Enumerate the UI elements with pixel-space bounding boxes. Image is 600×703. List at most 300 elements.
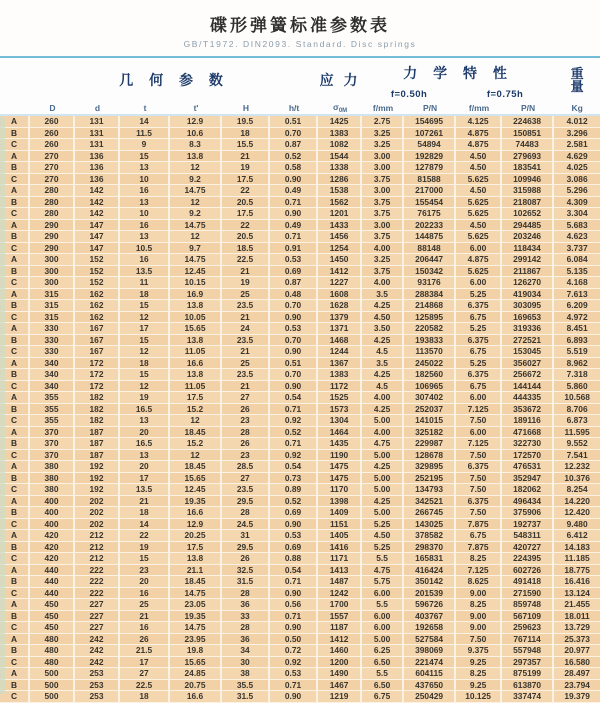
cell: 28.497 xyxy=(554,668,600,680)
cell: 476531 xyxy=(502,461,554,473)
cell: 1409 xyxy=(318,507,362,519)
cell: 142 xyxy=(75,197,120,209)
cell: 355 xyxy=(30,392,75,404)
cell: 218087 xyxy=(502,197,554,209)
row-series-label: B xyxy=(0,680,30,692)
row-series-label: A xyxy=(0,116,30,128)
row-series-label: B xyxy=(0,369,30,381)
cell: 0.53 xyxy=(270,530,318,542)
cell: 340 xyxy=(30,369,75,381)
row-series-label: A xyxy=(0,668,30,680)
cell: 21 xyxy=(222,381,270,393)
cell: 270 xyxy=(30,151,75,163)
cell: 220582 xyxy=(404,323,456,335)
cell: 14.220 xyxy=(554,496,600,508)
cell: 0.52 xyxy=(270,427,318,439)
cell: 0.72 xyxy=(270,645,318,657)
cell: 3.75 xyxy=(362,231,404,243)
cell: 131 xyxy=(75,128,120,140)
cell: 4.972 xyxy=(554,312,600,324)
cell: 23.5 xyxy=(222,300,270,312)
cell: 5.25 xyxy=(362,542,404,554)
cell: 9.2 xyxy=(170,174,222,186)
table-row xyxy=(0,450,600,462)
cell: 0.92 xyxy=(270,450,318,462)
cell: 500 xyxy=(30,680,75,692)
cell: 4.623 xyxy=(554,231,600,243)
cell: 3.25 xyxy=(362,254,404,266)
table-row xyxy=(0,300,600,312)
row-series-label: B xyxy=(0,231,30,243)
cell: 15.65 xyxy=(170,473,222,485)
cell: 8.706 xyxy=(554,404,600,416)
cell: 28.5 xyxy=(222,461,270,473)
row-series-label: B xyxy=(0,404,30,416)
cell: 224395 xyxy=(502,553,554,565)
cell: 32.5 xyxy=(222,565,270,577)
series-col-spacer xyxy=(0,58,30,102)
cell: 250429 xyxy=(404,691,456,703)
cell: 1525 xyxy=(318,392,362,404)
cell: 0.49 xyxy=(270,185,318,197)
cell: 6.50 xyxy=(362,657,404,669)
table-row xyxy=(0,346,600,358)
table-row xyxy=(0,358,600,370)
table-row xyxy=(0,197,600,209)
cell: 1201 xyxy=(318,208,362,220)
cell: 6.00 xyxy=(456,392,502,404)
cell: 5.5 xyxy=(362,553,404,565)
col-header-P-N-075: P/N xyxy=(502,102,554,116)
cell: 217000 xyxy=(404,185,456,197)
cell: 167 xyxy=(75,335,120,347)
cell: 1460 xyxy=(318,645,362,657)
cell: 11.595 xyxy=(554,427,600,439)
cell: 23.794 xyxy=(554,680,600,692)
cell: 118434 xyxy=(502,243,554,255)
cell: 14 xyxy=(120,116,170,128)
cell: 5.860 xyxy=(554,381,600,393)
cell: 17.5 xyxy=(170,392,222,404)
cell: 440 xyxy=(30,565,75,577)
cell: 10.6 xyxy=(170,128,222,140)
cell: 0.71 xyxy=(270,611,318,623)
col-header-D: D xyxy=(30,102,75,116)
cell: 355 xyxy=(30,415,75,427)
col-header-d: d xyxy=(75,102,120,116)
cell: 1219 xyxy=(318,691,362,703)
cell: 147 xyxy=(75,243,120,255)
cell: 21.455 xyxy=(554,599,600,611)
cell: 0.90 xyxy=(270,691,318,703)
cell: 23.5 xyxy=(222,335,270,347)
row-series-label: C xyxy=(0,691,30,703)
cell: 15 xyxy=(120,553,170,565)
cell: 355 xyxy=(30,404,75,416)
cell: 4.25 xyxy=(362,461,404,473)
table-row xyxy=(0,645,600,657)
cell: 340 xyxy=(30,381,75,393)
cell: 604115 xyxy=(404,668,456,680)
cell: 27 xyxy=(222,473,270,485)
cell: 350142 xyxy=(404,576,456,588)
cell: 4.50 xyxy=(362,312,404,324)
cell: 20 xyxy=(120,576,170,588)
cell: 450 xyxy=(30,622,75,634)
weight-group-header xyxy=(554,58,600,102)
cell: 1450 xyxy=(318,254,362,266)
cell: 5.625 xyxy=(456,231,502,243)
cell: 21 xyxy=(222,266,270,278)
row-series-label: C xyxy=(0,243,30,255)
cell: 1475 xyxy=(318,473,362,485)
col-header-H: H xyxy=(222,102,270,116)
cell: 4.50 xyxy=(456,162,502,174)
cell: 20.5 xyxy=(222,231,270,243)
cell: 172570 xyxy=(502,450,554,462)
cell: 172 xyxy=(75,369,120,381)
cell: 143025 xyxy=(404,519,456,531)
cell: 203246 xyxy=(502,231,554,243)
cell: 16.580 xyxy=(554,657,600,669)
row-series-label: A xyxy=(0,565,30,577)
cell: 242 xyxy=(75,645,120,657)
cell: 1464 xyxy=(318,427,362,439)
cell: 303095 xyxy=(502,300,554,312)
cell: 17.5 xyxy=(222,208,270,220)
row-series-label: C xyxy=(0,415,30,427)
cell: 3.25 xyxy=(362,128,404,140)
cell: 440 xyxy=(30,588,75,600)
cell: 10.568 xyxy=(554,392,600,404)
cell: 202 xyxy=(75,496,120,508)
row-series-label: B xyxy=(0,507,30,519)
cell: 192 xyxy=(75,473,120,485)
table-row xyxy=(0,588,600,600)
cell: 20.977 xyxy=(554,645,600,657)
row-series-label: A xyxy=(0,289,30,301)
cell: 480 xyxy=(30,657,75,669)
table-row xyxy=(0,185,600,197)
cell: 155454 xyxy=(404,197,456,209)
cell: 165831 xyxy=(404,553,456,565)
cell: 5.625 xyxy=(456,208,502,220)
row-series-label: A xyxy=(0,496,30,508)
cell: 21 xyxy=(120,611,170,623)
cell: 6.00 xyxy=(362,611,404,623)
cell: 0.71 xyxy=(270,680,318,692)
cell: 330 xyxy=(30,323,75,335)
cell: 253 xyxy=(75,680,120,692)
table-row xyxy=(0,691,600,703)
cell: 36 xyxy=(222,599,270,611)
cell: 182062 xyxy=(502,484,554,496)
cell: 4.00 xyxy=(362,392,404,404)
cell: 245022 xyxy=(404,358,456,370)
row-series-label: C xyxy=(0,519,30,531)
cell: 5.75 xyxy=(362,576,404,588)
cell: 6.75 xyxy=(362,691,404,703)
row-series-label: A xyxy=(0,461,30,473)
cell: 7.125 xyxy=(456,404,502,416)
cell: 0.52 xyxy=(270,151,318,163)
cell: 260 xyxy=(30,128,75,140)
cell: 4.025 xyxy=(554,162,600,174)
cell: 0.90 xyxy=(270,346,318,358)
cell: 1573 xyxy=(318,404,362,416)
cell: 280 xyxy=(30,197,75,209)
cell: 5.00 xyxy=(362,450,404,462)
cell: 1608 xyxy=(318,289,362,301)
cell: 192 xyxy=(75,484,120,496)
title-block xyxy=(0,0,600,49)
cell: 182 xyxy=(75,415,120,427)
cell: 4.50 xyxy=(362,530,404,542)
cell: 3.086 xyxy=(554,174,600,186)
col-header-t-prime: t' xyxy=(170,102,222,116)
cell: 28 xyxy=(222,588,270,600)
page-subtitle: GB/T1972. DIN2093. Standard. Disc springs xyxy=(183,39,417,49)
cell: 227 xyxy=(75,622,120,634)
cell: 8.25 xyxy=(456,553,502,565)
cell: 88148 xyxy=(404,243,456,255)
cell: 9.552 xyxy=(554,438,600,450)
cell: 23.95 xyxy=(170,634,222,646)
cell: 0.73 xyxy=(270,473,318,485)
cell: 1538 xyxy=(318,185,362,197)
cell: 24.5 xyxy=(222,519,270,531)
cell: 10.5 xyxy=(120,243,170,255)
cell: 23 xyxy=(222,450,270,462)
cell: 300 xyxy=(30,277,75,289)
cell: 4.629 xyxy=(554,151,600,163)
cell: 0.70 xyxy=(270,369,318,381)
cell: 352947 xyxy=(502,473,554,485)
cell: 0.54 xyxy=(270,461,318,473)
cell: 1082 xyxy=(318,139,362,151)
cell: 4.168 xyxy=(554,277,600,289)
row-series-label: A xyxy=(0,220,30,232)
cell: 74483 xyxy=(502,139,554,151)
cell: 329895 xyxy=(404,461,456,473)
cell: 1557 xyxy=(318,611,362,623)
cell: 142 xyxy=(75,208,120,220)
table-row xyxy=(0,208,600,220)
cell: 106965 xyxy=(404,381,456,393)
table-row xyxy=(0,174,600,186)
cell: 299142 xyxy=(502,254,554,266)
row-series-label: B xyxy=(0,197,30,209)
cell: 13.8 xyxy=(170,553,222,565)
table-row xyxy=(0,427,600,439)
cell: 93176 xyxy=(404,277,456,289)
cell: 0.69 xyxy=(270,542,318,554)
cell: 0.56 xyxy=(270,599,318,611)
cell: 353672 xyxy=(502,404,554,416)
cell: 0.51 xyxy=(270,116,318,128)
cell: 81588 xyxy=(404,174,456,186)
cell: 7.50 xyxy=(456,507,502,519)
cell: 125895 xyxy=(404,312,456,324)
cell: 18.45 xyxy=(170,576,222,588)
cell: 1544 xyxy=(318,151,362,163)
cell: 270 xyxy=(30,162,75,174)
cell: 3.5 xyxy=(362,358,404,370)
cell: 1433 xyxy=(318,220,362,232)
cell: 6.209 xyxy=(554,300,600,312)
cell: 13 xyxy=(120,162,170,174)
cell: 0.54 xyxy=(270,565,318,577)
table-row xyxy=(0,139,600,151)
cell: 9.2 xyxy=(170,208,222,220)
cell: 206447 xyxy=(404,254,456,266)
cell: 14.75 xyxy=(170,185,222,197)
cell: 1416 xyxy=(318,542,362,554)
cell: 13.8 xyxy=(170,151,222,163)
cell: 4.5 xyxy=(362,346,404,358)
cell: 416424 xyxy=(404,565,456,577)
cell: 19.5 xyxy=(222,116,270,128)
cell: 1172 xyxy=(318,381,362,393)
cell: 16 xyxy=(120,622,170,634)
cell: 1456 xyxy=(318,231,362,243)
cell: 0.92 xyxy=(270,657,318,669)
subheader-f075: f=0.75h xyxy=(456,87,554,102)
cell: 193833 xyxy=(404,335,456,347)
cell: 19 xyxy=(222,277,270,289)
cell: 4.50 xyxy=(456,185,502,197)
cell: 192658 xyxy=(404,622,456,634)
cell: 491418 xyxy=(502,576,554,588)
cell: 6.25 xyxy=(362,645,404,657)
cell: 222 xyxy=(75,576,120,588)
cell: 23.5 xyxy=(222,369,270,381)
table-row xyxy=(0,668,600,680)
cell: 253 xyxy=(75,668,120,680)
cell: 201539 xyxy=(404,588,456,600)
cell: 496434 xyxy=(502,496,554,508)
cell: 1435 xyxy=(318,438,362,450)
cell: 290 xyxy=(30,243,75,255)
row-series-label: C xyxy=(0,312,30,324)
cell: 5.25 xyxy=(362,519,404,531)
table-row xyxy=(0,289,600,301)
cell: 21 xyxy=(222,346,270,358)
cell: 548311 xyxy=(502,530,554,542)
table-row xyxy=(0,611,600,623)
cell: 16.5 xyxy=(120,404,170,416)
cell: 12 xyxy=(170,197,222,209)
cell: 419034 xyxy=(502,289,554,301)
cell: 19 xyxy=(222,162,270,174)
cell: 154695 xyxy=(404,116,456,128)
cell: 1367 xyxy=(318,358,362,370)
cell: 0.71 xyxy=(270,576,318,588)
table-row xyxy=(0,392,600,404)
table-row xyxy=(0,542,600,554)
col-header-f-mm-050: f/mm xyxy=(362,102,404,116)
cell: 22 xyxy=(222,220,270,232)
cell: 3.75 xyxy=(362,266,404,278)
row-series-label: A xyxy=(0,634,30,646)
cell: 222 xyxy=(75,565,120,577)
cell: 15.5 xyxy=(222,139,270,151)
cell: 21.1 xyxy=(170,565,222,577)
cell: 527584 xyxy=(404,634,456,646)
cell: 24.85 xyxy=(170,668,222,680)
cell: 26 xyxy=(222,404,270,416)
cell: 172 xyxy=(75,358,120,370)
table-row xyxy=(0,576,600,588)
cell: 211867 xyxy=(502,266,554,278)
cell: 16 xyxy=(120,220,170,232)
cell: 420 xyxy=(30,553,75,565)
cell: 380 xyxy=(30,461,75,473)
cell: 12.45 xyxy=(170,266,222,278)
cell: 400 xyxy=(30,519,75,531)
cell: 7.613 xyxy=(554,289,600,301)
cell: 136 xyxy=(75,174,120,186)
cell: 15 xyxy=(120,151,170,163)
weight-char-bottom: 量 xyxy=(570,79,584,94)
cell: 14.75 xyxy=(170,220,222,232)
cell: 6.375 xyxy=(456,496,502,508)
cell: 7.50 xyxy=(456,450,502,462)
cell: 6.50 xyxy=(362,680,404,692)
table-row xyxy=(0,496,600,508)
cell: 31 xyxy=(222,530,270,542)
row-series-label: B xyxy=(0,611,30,623)
subheader-f050: f=0.50h xyxy=(362,87,456,102)
cell: 0.90 xyxy=(270,208,318,220)
cell: 0.91 xyxy=(270,243,318,255)
table-row xyxy=(0,243,600,255)
cell: 202 xyxy=(75,519,120,531)
cell: 8.3 xyxy=(170,139,222,151)
cell: 12.232 xyxy=(554,461,600,473)
cell: 15.2 xyxy=(170,438,222,450)
row-series-label: B xyxy=(0,576,30,588)
cell: 169653 xyxy=(502,312,554,324)
cell: 22.5 xyxy=(222,254,270,266)
cell: 31.5 xyxy=(222,691,270,703)
cell: 27 xyxy=(222,392,270,404)
table-row xyxy=(0,116,600,128)
cell: 3.296 xyxy=(554,128,600,140)
cell: 141015 xyxy=(404,415,456,427)
cell: 0.90 xyxy=(270,381,318,393)
cell: 6.75 xyxy=(456,381,502,393)
cell: 7.50 xyxy=(456,484,502,496)
cell: 1187 xyxy=(318,622,362,634)
cell: 450 xyxy=(30,599,75,611)
cell: 192737 xyxy=(502,519,554,531)
cell: 23.05 xyxy=(170,599,222,611)
cell: 330 xyxy=(30,346,75,358)
cell: 1371 xyxy=(318,323,362,335)
row-series-label: A xyxy=(0,392,30,404)
cell: 113570 xyxy=(404,346,456,358)
cell: 6.375 xyxy=(456,369,502,381)
cell: 0.90 xyxy=(270,174,318,186)
cell: 1467 xyxy=(318,680,362,692)
cell: 13.5 xyxy=(120,266,170,278)
cell: 0.71 xyxy=(270,231,318,243)
cell: 375906 xyxy=(502,507,554,519)
cell: 480 xyxy=(30,645,75,657)
cell: 300 xyxy=(30,266,75,278)
table-row xyxy=(0,484,600,496)
